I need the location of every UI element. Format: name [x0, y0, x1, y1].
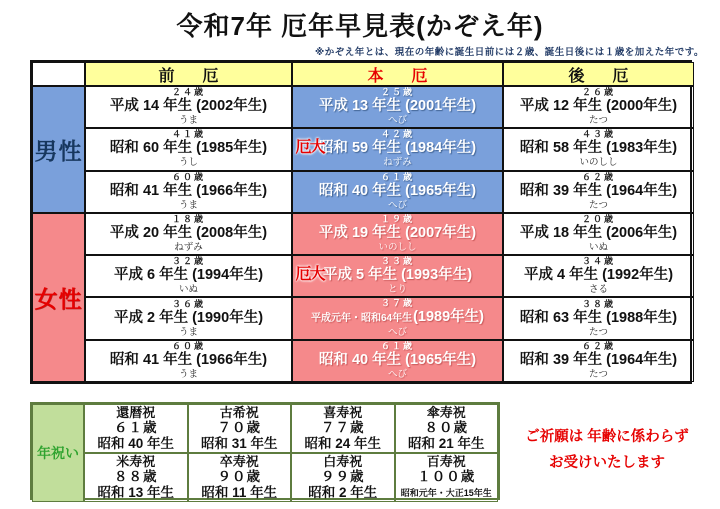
- zodiac-text: さる: [588, 284, 608, 296]
- birth-year-text: 平成 20 年生 (2008年生): [109, 224, 268, 241]
- celebration-name: 百寿祝: [426, 454, 466, 469]
- zodiac-text: うま: [178, 368, 198, 380]
- celebration-year: 昭和元年・大正15年生: [400, 488, 492, 498]
- celebration-year: 昭和 21 年生: [407, 436, 485, 451]
- male-row2-maeyaku-cell: [85, 128, 292, 170]
- female-row4-atoyaku-cell: [503, 340, 694, 382]
- prayer-notice-line2: お受けいたします: [549, 455, 665, 471]
- birth-year-text: 平成 14 年生 (2002年生): [109, 98, 268, 115]
- zodiac-text: うし: [178, 157, 198, 169]
- birth-year-text: 昭和 40 年生 (1965年生): [318, 182, 477, 199]
- celebration-age: １００歳: [417, 469, 476, 484]
- birth-year-text: 昭和 40 年生 (1965年生): [318, 351, 477, 368]
- birth-year-text: 昭和 39 年生 (1964年生): [519, 182, 678, 199]
- yakudoshi-table: [30, 60, 692, 384]
- birth-year-text: [311, 309, 484, 327]
- age-text: ４２歳: [380, 129, 414, 140]
- header-honyaku: 本 厄: [292, 62, 503, 86]
- birth-year-main-text: (1989年生): [413, 309, 485, 326]
- zodiac-text: へび: [387, 368, 407, 380]
- birth-year-text: 昭和 60 年生 (1985年生): [109, 140, 268, 157]
- celebration-beiju-cell: [84, 453, 188, 502]
- birth-year-text: 昭和 58 年生 (1983年生): [519, 140, 678, 157]
- age-celebration-table: [30, 402, 500, 500]
- female-row2-honyaku-cell: [292, 255, 503, 297]
- female-row2-maeyaku-cell: [85, 255, 292, 297]
- age-text: ３４歳: [581, 256, 615, 267]
- celebration-name: 古希祝: [219, 405, 259, 420]
- age-text: ３８歳: [581, 298, 615, 309]
- zodiac-text: とり: [387, 284, 407, 296]
- celebration-year: 昭和 13 年生: [97, 485, 175, 500]
- age-text: ２４歳: [171, 87, 205, 98]
- celebration-year: 昭和 40 年生: [97, 436, 175, 451]
- taiyaku-marker: 大厄: [293, 265, 324, 288]
- female-row2-atoyaku-cell: [503, 255, 694, 297]
- birth-year-text: 昭和 41 年生 (1966年生): [109, 182, 268, 199]
- taiyaku-marker: 大厄: [293, 138, 324, 161]
- age-text: ３３歳: [380, 256, 414, 267]
- zodiac-text: うま: [178, 115, 198, 127]
- zodiac-text: いぬ: [588, 241, 608, 253]
- female-row1-atoyaku-cell: [503, 213, 694, 255]
- celebration-year: 昭和 2 年生: [308, 485, 378, 500]
- header-atoyaku: 後 厄: [503, 62, 694, 86]
- male-row3-maeyaku-cell: [85, 171, 292, 213]
- male-row3-honyaku-cell: [292, 171, 503, 213]
- age-text: ２６歳: [581, 87, 615, 98]
- age-text: ２０歳: [581, 213, 615, 224]
- era-prefix-text: 平成元年・昭和64年生: [310, 313, 413, 325]
- male-row3-atoyaku-cell: [503, 171, 694, 213]
- zodiac-text: へび: [387, 327, 407, 339]
- age-text: ６２歳: [581, 171, 615, 182]
- zodiac-text: いのしし: [378, 241, 417, 253]
- celebration-group-label: 年祝い: [32, 404, 84, 502]
- celebration-sanju-cell: [395, 404, 499, 453]
- zodiac-text: いぬ: [178, 284, 198, 296]
- male-row1-maeyaku-cell: [85, 86, 292, 128]
- zodiac-text: へび: [387, 115, 407, 127]
- male-row2-atoyaku-cell: [503, 128, 694, 170]
- zodiac-text: うま: [178, 326, 198, 338]
- age-text: ３２歳: [171, 256, 205, 267]
- age-text: ２５歳: [380, 87, 414, 98]
- birth-year-text: 平成 12 年生 (2000年生): [519, 98, 678, 115]
- zodiac-text: たつ: [588, 368, 608, 380]
- celebration-age: ７０歳: [217, 420, 261, 435]
- age-text: ４３歳: [581, 129, 615, 140]
- group-label-male: 男性: [32, 86, 85, 213]
- age-text: ６２歳: [581, 340, 615, 351]
- age-text: ６０歳: [171, 171, 205, 182]
- male-row1-honyaku-cell: [292, 86, 503, 128]
- age-text: １９歳: [380, 213, 414, 224]
- zodiac-text: いのしし: [579, 157, 618, 169]
- celebration-age: ６１歳: [114, 420, 158, 435]
- celebration-koki-cell: [188, 404, 292, 453]
- birth-year-text: 昭和 59 年生 (1984年生): [318, 140, 477, 157]
- zodiac-text: たつ: [588, 115, 608, 127]
- kazoedoshi-note: ※かぞえ年とは、現在の年齢に誕生日前には２歳、誕生日後には１歳を加えた年です。: [315, 47, 704, 58]
- age-text: １８歳: [171, 213, 205, 224]
- zodiac-text: たつ: [588, 326, 608, 338]
- celebration-age: ７７歳: [321, 420, 365, 435]
- female-row3-maeyaku-cell: [85, 297, 292, 339]
- group-label-female: 女性: [32, 213, 85, 382]
- celebration-hakuju-cell: [291, 453, 395, 502]
- celebration-year: 昭和 24 年生: [304, 436, 382, 451]
- celebration-name: 卒寿祝: [219, 454, 259, 469]
- celebration-kanreki-cell: [84, 404, 188, 453]
- celebration-age: ８８歳: [114, 469, 158, 484]
- celebration-year: 昭和 31 年生: [200, 436, 278, 451]
- celebration-name: 傘寿祝: [426, 405, 466, 420]
- female-row4-honyaku-cell: [292, 340, 503, 382]
- celebration-age: ８０歳: [424, 420, 468, 435]
- celebration-age: ９９歳: [321, 469, 365, 484]
- prayer-notice: [502, 424, 712, 476]
- birth-year-text: 平成 19 年生 (2007年生): [318, 224, 477, 241]
- celebration-year: 昭和 11 年生: [201, 485, 278, 500]
- zodiac-text: たつ: [588, 199, 608, 211]
- table-corner-cell: [32, 62, 85, 86]
- birth-year-text: 平成 4 年生 (1992年生): [523, 267, 674, 284]
- female-row1-honyaku-cell: [292, 213, 503, 255]
- female-row3-atoyaku-cell: [503, 297, 694, 339]
- zodiac-text: ねずみ: [383, 157, 412, 169]
- age-text: ３６歳: [171, 298, 205, 309]
- celebration-hyakuju-cell: [395, 453, 499, 502]
- female-row4-maeyaku-cell: [85, 340, 292, 382]
- female-row3-honyaku-cell: [292, 297, 503, 339]
- male-row1-atoyaku-cell: [503, 86, 694, 128]
- celebration-age: ９０歳: [217, 469, 261, 484]
- age-text: ６１歳: [380, 340, 414, 351]
- zodiac-text: うま: [178, 199, 198, 211]
- age-text: ４１歳: [171, 129, 205, 140]
- celebration-name: 喜寿祝: [323, 405, 363, 420]
- female-row1-maeyaku-cell: [85, 213, 292, 255]
- zodiac-text: へび: [387, 199, 407, 211]
- celebration-name: 還暦祝: [116, 405, 156, 420]
- age-text: ６０歳: [171, 340, 205, 351]
- birth-year-text: 平成 2 年生 (1990年生): [113, 309, 264, 326]
- birth-year-text: 昭和 41 年生 (1966年生): [109, 351, 268, 368]
- zodiac-text: ねずみ: [174, 241, 203, 253]
- male-row2-honyaku-cell: [292, 128, 503, 170]
- birth-year-text: 平成 18 年生 (2006年生): [519, 224, 678, 241]
- birth-year-text: 昭和 63 年生 (1988年生): [519, 309, 678, 326]
- birth-year-text: 平成 6 年生 (1994年生): [113, 267, 264, 284]
- celebration-name: 白寿祝: [323, 454, 363, 469]
- celebration-sotsuju-cell: [188, 453, 292, 502]
- birth-year-text: 平成 13 年生 (2001年生): [318, 98, 477, 115]
- celebration-name: 米寿祝: [116, 454, 156, 469]
- celebration-kiju-cell: [291, 404, 395, 453]
- prayer-notice-line1: ご祈願は 年齢に係わらず: [525, 429, 689, 445]
- age-text: ６１歳: [380, 171, 414, 182]
- page-title: 令和7年 厄年早見表(かぞえ年): [176, 11, 544, 41]
- birth-year-text: 昭和 39 年生 (1964年生): [519, 351, 678, 368]
- birth-year-text: 平成 5 年生 (1993年生): [322, 267, 473, 284]
- age-text: ３７歳: [380, 298, 414, 309]
- header-maeyaku: 前 厄: [85, 62, 292, 86]
